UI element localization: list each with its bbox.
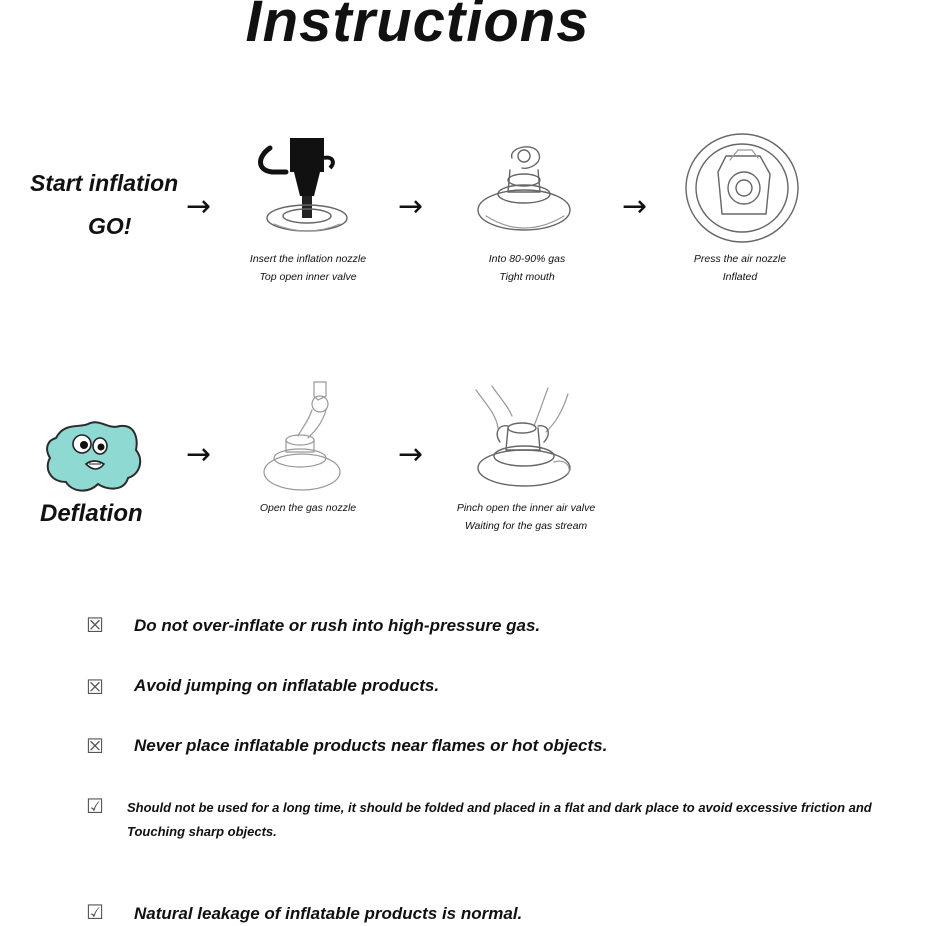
rule-text: Do not over-inflate or rush into high-pressure gas.: [134, 616, 541, 635]
checked-box-icon: ☑: [86, 794, 104, 818]
deflation-step-2-caption-2: Waiting for the gas stream: [464, 520, 588, 532]
rule-text: Natural leakage of inflatable products is normal.: [134, 904, 523, 923]
valve-cap-illustration: [472, 140, 582, 246]
crossed-box-icon: ☒: [86, 675, 104, 699]
inflation-step-3-caption-1: Press the air nozzle: [693, 253, 787, 265]
arrow-icon: →: [186, 189, 212, 224]
inflation-step-1-caption-2: Top open inner valve: [259, 271, 357, 283]
arrow-icon: →: [398, 437, 424, 472]
crossed-box-icon: ☒: [86, 613, 104, 637]
rule-text: Avoid jumping on inflatable products.: [134, 676, 440, 695]
inflation-step-2-caption-2: Tight mouth: [499, 271, 555, 283]
page-title: Instructions: [245, 0, 590, 54]
pinch-valve-illustration: [472, 384, 578, 496]
crossed-box-icon: ☒: [86, 734, 104, 758]
inflation-nozzle-illustration: [252, 138, 362, 246]
inflation-go-label: GO!: [88, 213, 132, 239]
deflation-step-1-caption: Open the gas nozzle: [259, 502, 357, 514]
rule-text: Never place inflatable products near flames or hot objects.: [134, 736, 608, 755]
arrow-icon: →: [622, 189, 648, 224]
inflation-label: Start inflation: [30, 170, 179, 196]
blob-character-icon: [42, 418, 146, 498]
valve-top-view-illustration: [682, 130, 804, 248]
arrow-icon: →: [186, 437, 212, 472]
checked-box-icon: ☑: [86, 900, 104, 924]
rule-text: Should not be used for a long time, it should be folded and placed in a flat and dark place to avoid excessive friction and Touching sharp objects.: [127, 800, 872, 839]
inflation-step-1-caption-1: Insert the inflation nozzle: [249, 253, 367, 265]
deflation-step-2-caption-1: Pinch open the inner air valve: [456, 502, 596, 514]
deflation-label: Deflation: [40, 500, 143, 527]
open-nozzle-illustration: [262, 378, 352, 496]
inflation-step-2-caption-1: Into 80-90% gas: [488, 253, 566, 265]
arrow-icon: →: [398, 189, 424, 224]
inflation-step-3-caption-2: Inflated: [722, 271, 758, 283]
